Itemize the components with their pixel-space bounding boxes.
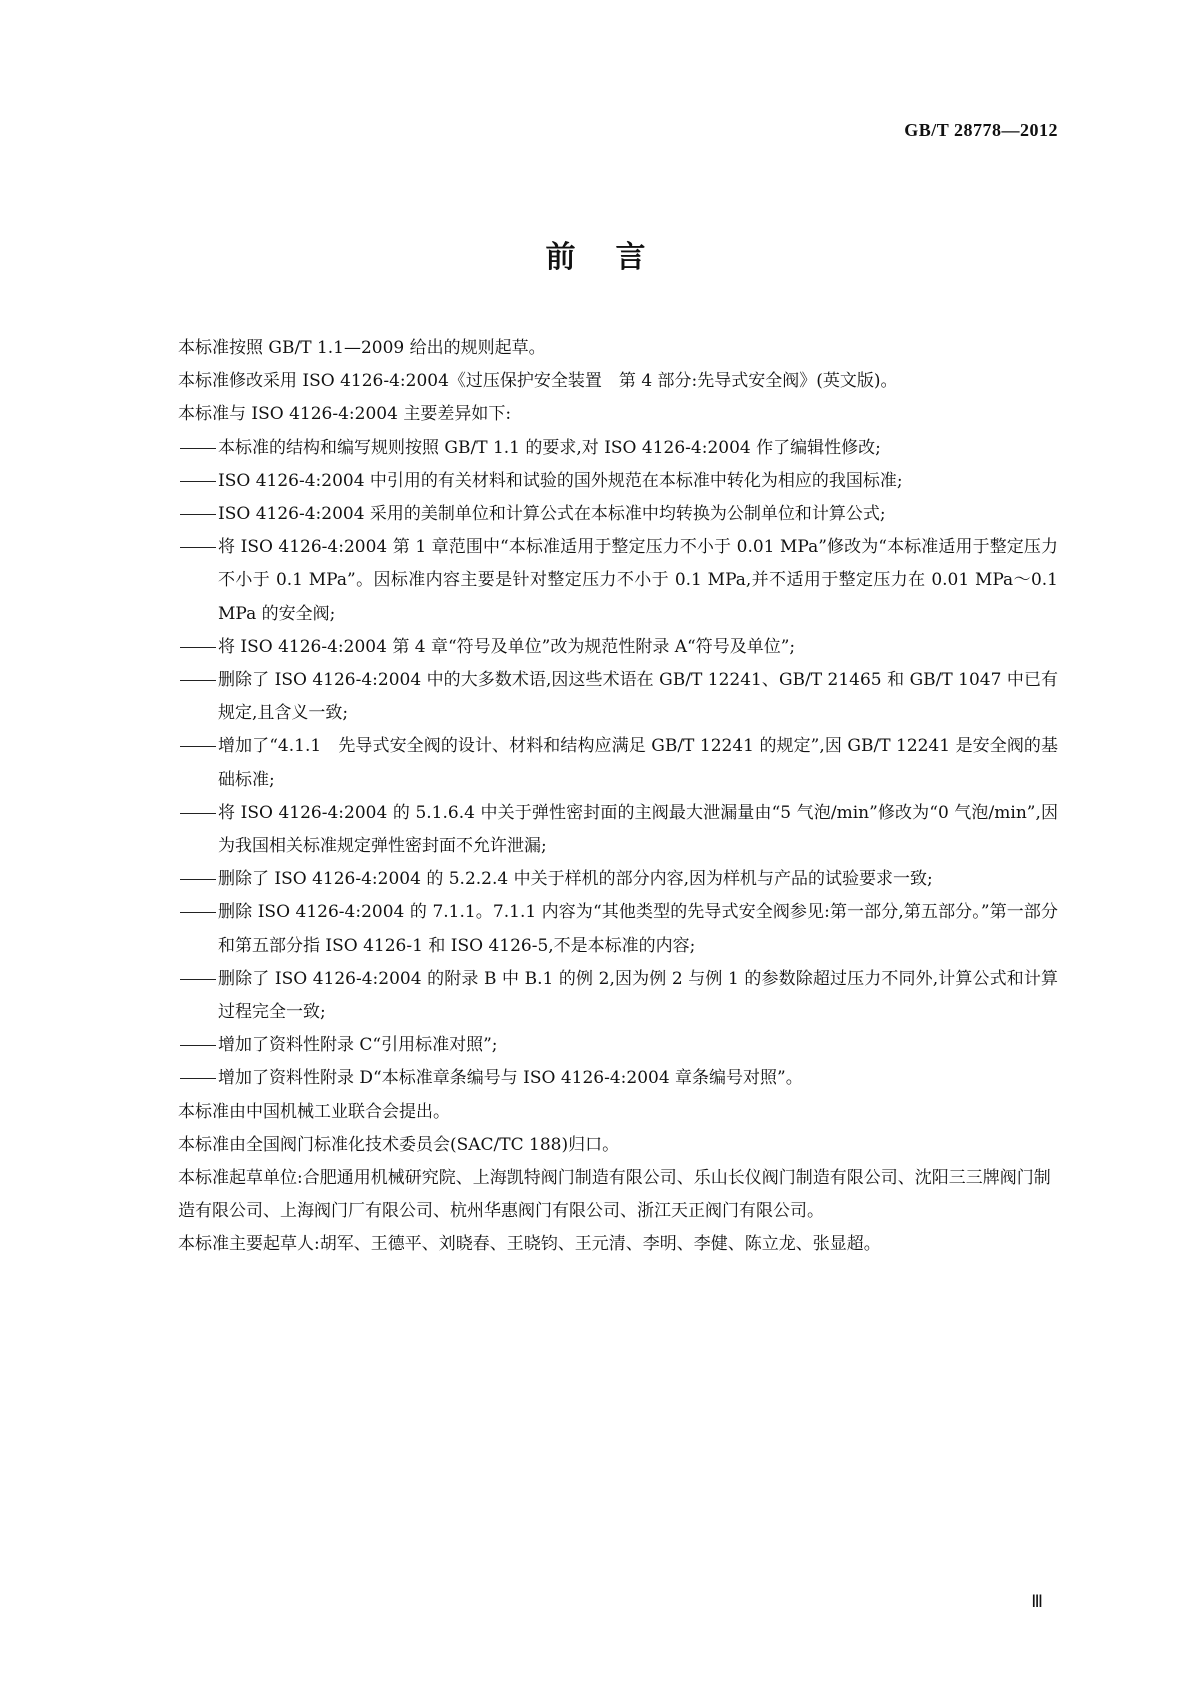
page-number: Ⅲ [1031,1592,1043,1611]
paragraph-adoption: 本标准修改采用 ISO 4126-4:2004《过压保护安全装置 第 4 部分:先导式安全阀》(英文版)。 [178,371,898,392]
paragraph-differences-intro: 本标准与 ISO 4126-4:2004 主要差异如下: [178,404,512,425]
paragraph-drafting-rules: 本标准按照 GB/T 1.1—2009 给出的规则起草。 [178,338,546,358]
difference-text: 删除 ISO 4126-4:2004 的 7.1.1。7.1.1 内容为“其他类型的先导式安全阀参见:第一部分,第五部分。”第一部分和第五部分指 ISO 4126-1 和 ISO 4126-5,不是本标准的内容; [218,902,1058,956]
page-title: 前言 [545,240,686,275]
difference-text: 增加了资料性附录 C“引用标准对照”; [218,1035,498,1056]
difference-text: ISO 4126-4:2004 中引用的有关材料和试验的国外规范在本标准中转化为相应的我国标准; [218,470,903,491]
difference-text: 增加了“4.1.1 先导式安全阀的设计、材料和结构应满足 GB/T 12241 的规定”,因 GB/T 12241 是安全阀的基础标准; [218,736,1058,790]
difference-item [178,963,1058,1029]
paragraph-technical-committee: 本标准由全国阀门标准化技术委员会(SAC/TC 188)归口。 [178,1134,620,1155]
difference-item [178,465,1058,498]
difference-item [178,730,1058,796]
difference-item [178,797,1058,863]
difference-text: 将 ISO 4126-4:2004 第 4 章“符号及单位”改为规范性附录 A“符号及单位”; [218,636,796,657]
difference-item [178,531,1058,631]
difference-item [178,1029,1058,1062]
difference-item [178,432,1058,465]
difference-item [178,1062,1058,1095]
difference-text: 删除了 ISO 4126-4:2004 的附录 B 中 B.1 的例 2,因为例 2 与例 1 的参数除超过压力不同外,计算公式和计算过程完全一致; [218,968,1058,1023]
paragraph-drafters: 本标准主要起草人:胡军、王德平、刘晓春、王晓钧、王元清、李明、李健、陈立龙、张显超。 [178,1234,881,1255]
difference-text: 删除了 ISO 4126-4:2004 中的大多数术语,因这些术语在 GB/T 12241、GB/T 21465 和 GB/T 1047 中已有规定,且含义一致; [218,670,1058,724]
difference-text: 本标准的结构和编写规则按照 GB/T 1.1 的要求,对 ISO 4126-4:2004 作了编辑性修改; [218,437,881,458]
paragraph-proposer: 本标准由中国机械工业联合会提出。 [178,1101,450,1122]
difference-item [178,498,1058,531]
difference-text: ISO 4126-4:2004 采用的美制单位和计算公式在本标准中均转换为公制单位和计算公式; [218,504,886,525]
difference-text: 将 ISO 4126-4:2004 的 5.1.6.4 中关于弹性密封面的主阀最大泄漏量由“5 气泡/min”修改为“0 气泡/min”,因为我国相关标准规定弹性密封面不允许泄漏; [218,802,1058,857]
difference-item [178,631,1058,664]
difference-item [178,863,1058,896]
difference-item [178,664,1058,730]
document-code: GB/T 28778—2012 [904,120,1058,140]
foreword-body [178,332,1058,1262]
difference-text: 删除了 ISO 4126-4:2004 的 5.2.2.4 中关于样机的部分内容,因为样机与产品的试验要求一致; [218,869,933,890]
difference-item [178,896,1058,962]
difference-text: 将 ISO 4126-4:2004 第 1 章范围中“本标准适用于整定压力不小于 0.01 MPa”修改为“本标准适用于整定压力不小于 0.1 MPa”。因标准内容主要是针对整定压力不小于 0.1 MPa,并不适用于整定压力在 0.01 MPa～0.1 MPa 的安全阀; [218,537,1059,624]
paragraph-drafting-units: 本标准起草单位:合肥通用机械研究院、上海凯特阀门制造有限公司、乐山长仪阀门制造有限公司、沈阳三三牌阀门制造有限公司、上海阀门厂有限公司、杭州华惠阀门有限公司、浙江天正阀门有限公司。 [178,1168,1051,1222]
difference-text: 增加了资料性附录 D“本标准章条编号与 ISO 4126-4:2004 章条编号对照”。 [218,1068,803,1089]
